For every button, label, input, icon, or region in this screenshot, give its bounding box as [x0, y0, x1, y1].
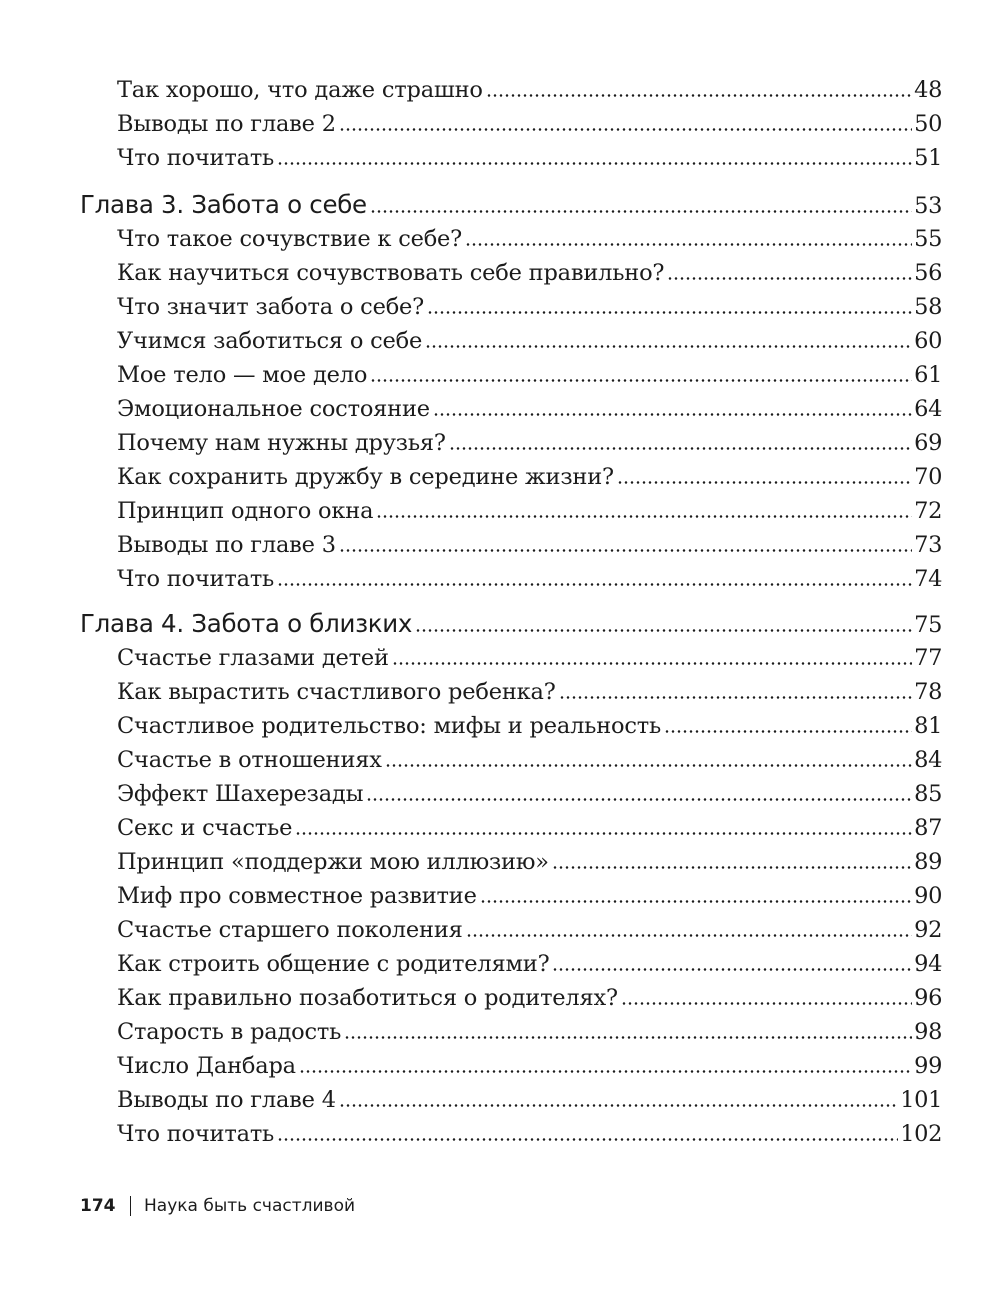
dot-leader — [486, 94, 912, 97]
toc-entry — [117, 294, 942, 320]
dot-leader — [295, 832, 912, 835]
dot-leader — [449, 447, 912, 450]
dot-leader — [376, 515, 912, 518]
toc-page-number: 53 — [914, 193, 942, 219]
dot-leader — [366, 798, 912, 801]
toc-title: Что почитать — [117, 566, 275, 592]
toc-entry — [117, 713, 942, 739]
dot-leader — [552, 968, 912, 971]
dot-leader — [667, 277, 912, 280]
dot-leader — [370, 210, 912, 213]
toc-page-number: 96 — [914, 985, 942, 1011]
toc-entry — [117, 645, 942, 671]
dot-leader — [392, 662, 912, 665]
toc-title: Как вырастить счастливого ребенка? — [117, 679, 556, 705]
toc-entry — [117, 566, 942, 592]
toc-entry — [117, 883, 942, 909]
footer-book-title: Наука быть счастливой — [144, 1196, 356, 1216]
toc-entry — [117, 1019, 942, 1045]
toc-entry — [117, 1053, 942, 1079]
toc-title: Счастливое родительство: мифы и реальность — [117, 713, 662, 739]
toc-page-number: 89 — [914, 849, 942, 875]
dot-leader — [617, 481, 912, 484]
dot-leader — [344, 1036, 912, 1039]
dot-leader — [433, 413, 912, 416]
toc-entry — [117, 747, 942, 773]
dot-leader — [621, 1002, 912, 1005]
dot-leader — [370, 379, 912, 382]
toc-page-number: 61 — [914, 362, 942, 388]
toc-entry — [117, 849, 942, 875]
toc-page-number: 94 — [914, 951, 942, 977]
toc-title: Принцип «поддержи мою иллюзию» — [117, 849, 549, 875]
dot-leader — [559, 696, 913, 699]
toc-entry — [117, 917, 942, 943]
toc-entry — [117, 815, 942, 841]
toc-entry — [117, 679, 942, 705]
toc-title: Как строить общение с родителями? — [117, 951, 550, 977]
toc-entry — [117, 430, 942, 456]
toc-entry — [117, 498, 942, 524]
toc-entry — [117, 1121, 942, 1147]
toc-title: Выводы по главе 4 — [117, 1087, 336, 1113]
toc-title: Что почитать — [117, 1121, 275, 1147]
page-footer — [80, 1196, 355, 1216]
toc-entry — [117, 77, 942, 103]
toc-page-number: 51 — [914, 145, 942, 171]
footer-page-number: 174 — [80, 1196, 116, 1216]
toc-page-number: 98 — [914, 1019, 942, 1045]
toc-page-number: 101 — [900, 1087, 942, 1113]
dot-leader — [465, 243, 912, 246]
toc-title: Как правильно позаботиться о родителях? — [117, 985, 618, 1011]
toc-page-number: 74 — [914, 566, 942, 592]
toc-title: Так хорошо, что даже страшно — [117, 77, 483, 103]
dot-leader — [339, 128, 912, 131]
toc-page-number: 78 — [914, 679, 942, 705]
toc-title: Почему нам нужны друзья? — [117, 430, 446, 456]
toc-page-number: 48 — [914, 77, 942, 103]
dot-leader — [552, 866, 912, 869]
toc-page-number: 84 — [914, 747, 942, 773]
toc-entry — [117, 226, 942, 252]
toc-title: Счастье глазами детей — [117, 645, 389, 671]
toc-title: Принцип одного окна — [117, 498, 374, 524]
dot-leader — [664, 730, 912, 733]
toc-title: Выводы по главе 2 — [117, 111, 336, 137]
toc-entry — [117, 260, 942, 286]
toc-page-number: 69 — [914, 430, 942, 456]
dot-leader — [277, 162, 912, 165]
toc-entry — [117, 145, 942, 171]
toc-title: Мое тело — мое дело — [117, 362, 368, 388]
toc-page-number: 70 — [914, 464, 942, 490]
dot-leader — [480, 900, 912, 903]
toc-entry — [117, 532, 942, 558]
dot-leader — [385, 764, 912, 767]
toc-title: Число Данбара — [117, 1053, 296, 1079]
toc-title: Что значит забота о себе? — [117, 294, 425, 320]
dot-leader — [466, 934, 913, 937]
toc-page-number: 87 — [914, 815, 942, 841]
dot-leader — [277, 1138, 898, 1141]
toc-entry — [117, 328, 942, 354]
toc-title: Учимся заботиться о себе — [117, 328, 423, 354]
toc-page-number: 58 — [914, 294, 942, 320]
toc-chapter-heading — [80, 190, 942, 219]
toc-page-number: 72 — [914, 498, 942, 524]
toc-page-number: 81 — [914, 713, 942, 739]
toc-entry — [117, 985, 942, 1011]
toc-title: Что такое сочувствие к себе? — [117, 226, 463, 252]
toc-entry — [117, 464, 942, 490]
toc-chapter-heading — [80, 609, 942, 638]
toc-entry — [117, 111, 942, 137]
toc-page-number: 50 — [914, 111, 942, 137]
toc-page-number: 90 — [914, 883, 942, 909]
toc-title: Эмоциональное состояние — [117, 396, 430, 422]
toc-title: Глава 3. Забота о себе — [80, 190, 367, 219]
toc-title: Как научиться сочувствовать себе правильно? — [117, 260, 665, 286]
toc-page-number: 92 — [914, 917, 942, 943]
toc-title: Глава 4. Забота о близких — [80, 609, 413, 638]
footer-separator — [130, 1196, 132, 1216]
toc-page-number: 77 — [914, 645, 942, 671]
dot-leader — [299, 1070, 912, 1073]
toc-entry — [117, 781, 942, 807]
dot-leader — [415, 629, 912, 632]
toc-page-number: 64 — [914, 396, 942, 422]
toc-page-number: 99 — [914, 1053, 942, 1079]
toc-title: Счастье в отношениях — [117, 747, 382, 773]
toc-page-number: 102 — [900, 1121, 942, 1147]
toc-page-number: 73 — [914, 532, 942, 558]
toc-page-number: 60 — [914, 328, 942, 354]
toc-title: Эффект Шахерезады — [117, 781, 364, 807]
toc-title: Счастье старшего поколения — [117, 917, 463, 943]
dot-leader — [339, 549, 912, 552]
dot-leader — [277, 583, 912, 586]
toc-entry — [117, 951, 942, 977]
toc-entry — [117, 1087, 942, 1113]
toc-entry — [117, 362, 942, 388]
toc-title: Миф про совместное развитие — [117, 883, 477, 909]
dot-leader — [427, 311, 912, 314]
toc-page-number: 56 — [914, 260, 942, 286]
toc-title: Старость в радость — [117, 1019, 342, 1045]
toc-title: Выводы по главе 3 — [117, 532, 336, 558]
toc-page-number: 75 — [914, 612, 942, 638]
dot-leader — [425, 345, 912, 348]
dot-leader — [339, 1104, 898, 1107]
toc-title: Что почитать — [117, 145, 275, 171]
toc-page-number: 85 — [914, 781, 942, 807]
toc-title: Как сохранить дружбу в середине жизни? — [117, 464, 614, 490]
toc-page-number: 55 — [914, 226, 942, 252]
toc-entry — [117, 396, 942, 422]
toc-title: Секс и счастье — [117, 815, 293, 841]
